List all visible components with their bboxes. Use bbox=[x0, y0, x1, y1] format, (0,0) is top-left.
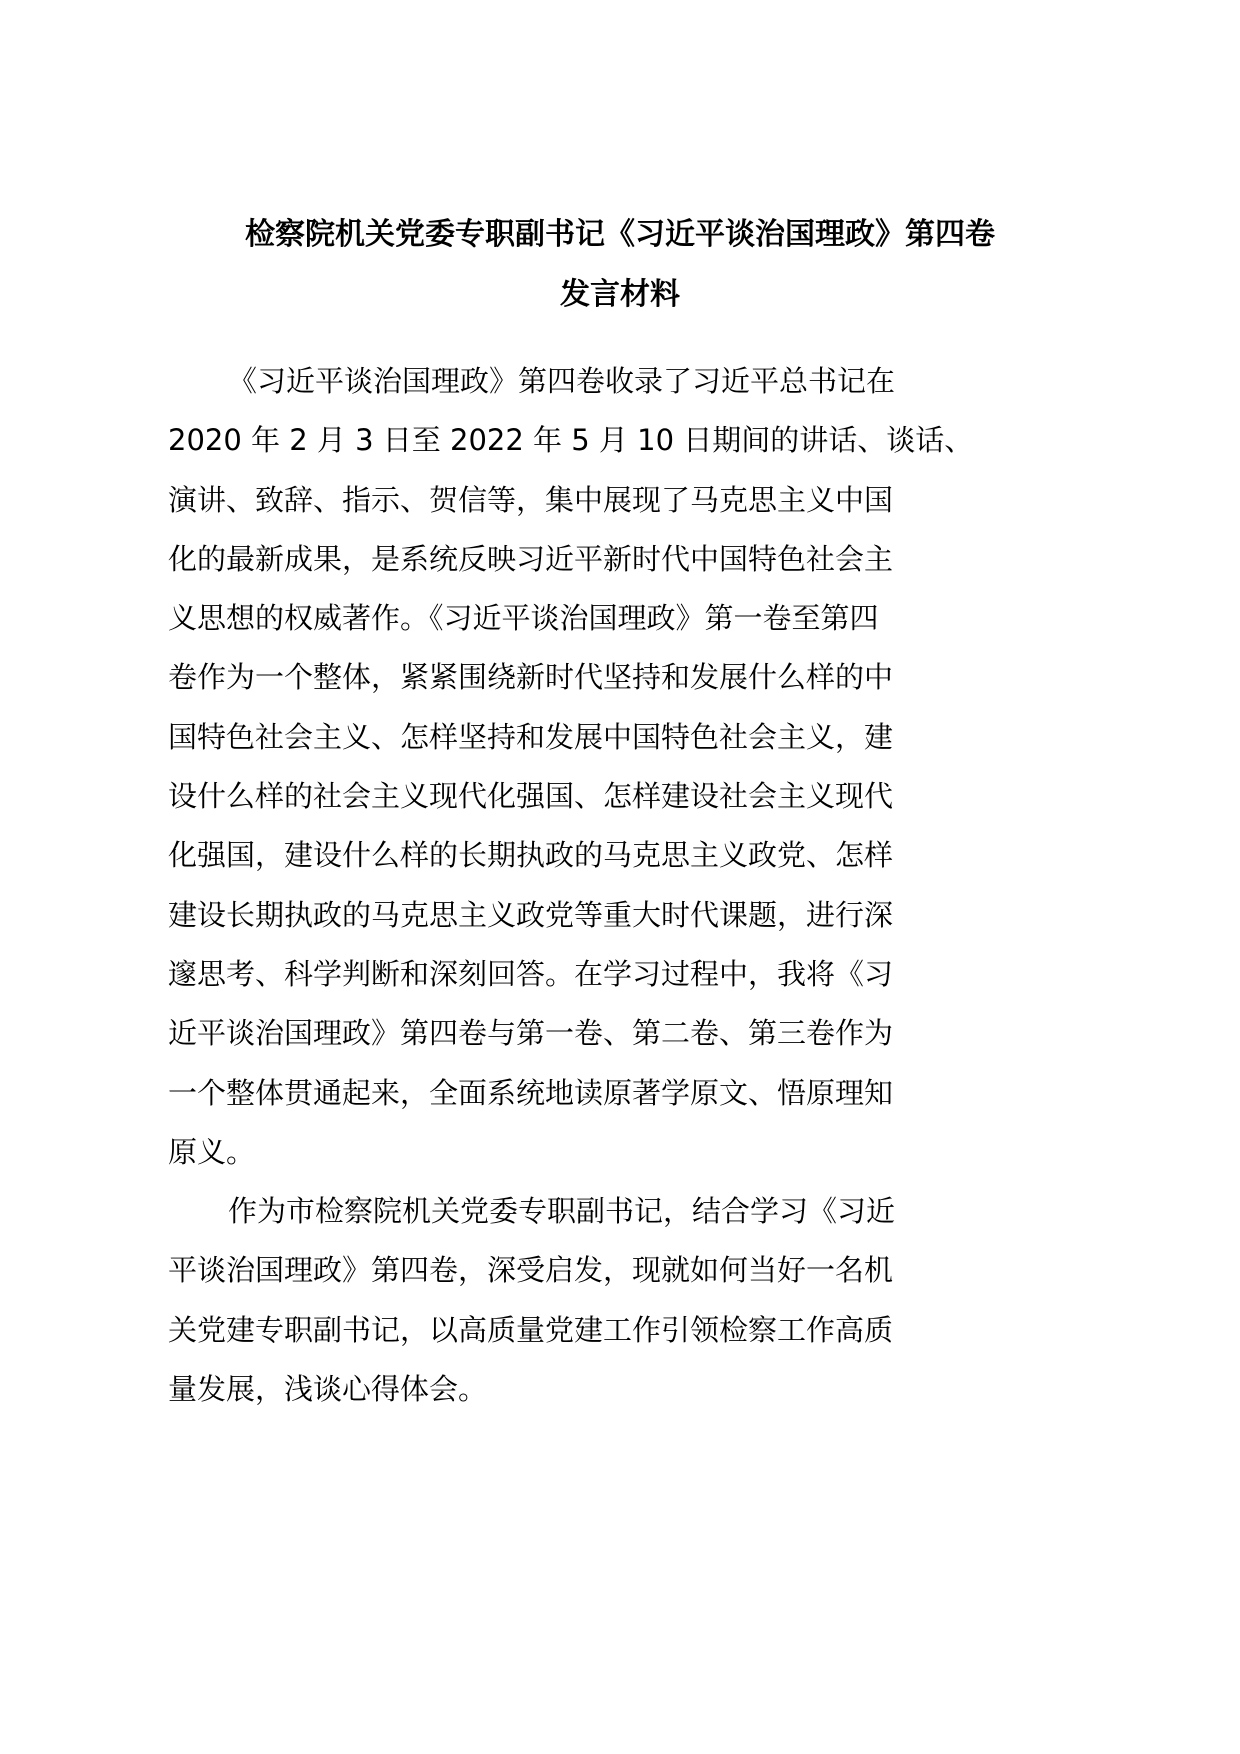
title-line: 发言材料 bbox=[560, 277, 680, 312]
text-line: 化强国，建设什么样的长期执政的马克思主义政党、怎样 bbox=[168, 838, 894, 873]
text-line: 邃思考、科学判断和深刻回答。在学习过程中，我将《习 bbox=[168, 956, 894, 991]
text-line: 原义。 bbox=[168, 1134, 256, 1169]
text-line: 建设长期执政的马克思主义政党等重大时代课题，进行深 bbox=[168, 897, 894, 932]
text-line: 卷作为一个整体，紧紧围绕新时代坚持和发展什么样的中 bbox=[168, 660, 894, 695]
text-line: 义思想的权威著作。《习近平谈治国理政》第一卷至第四 bbox=[168, 601, 879, 636]
text-line: 国特色社会主义、怎样坚持和发展中国特色社会主义，建 bbox=[168, 719, 894, 754]
text-line: 近平谈治国理政》第四卷与第一卷、第二卷、第三卷作为 bbox=[168, 1016, 894, 1051]
text-line: 《习近平谈治国理政》第四卷收录了习近平总书记在 bbox=[228, 364, 896, 398]
title-line: 检察院机关党委专职副书记《习近平谈治国理政》第四卷 bbox=[245, 217, 995, 252]
text-line: 关党建专职副书记，以高质量党建工作引领检察工作高质 bbox=[168, 1312, 894, 1347]
document-title bbox=[150, 205, 1090, 325]
text-line: 一个整体贯通起来，全面系统地读原著学原文、悟原理知 bbox=[168, 1075, 894, 1110]
text-line: 2020 年 2 月 3 日至 2022 年 5 月 10 日期间的讲话、谈话、 bbox=[168, 423, 974, 458]
paragraph bbox=[168, 352, 974, 1182]
document-body bbox=[168, 352, 974, 1419]
paragraph bbox=[168, 1182, 958, 1419]
text-line: 设什么样的社会主义现代化强国、怎样建设社会主义现代 bbox=[168, 779, 894, 814]
text-line: 化的最新成果，是系统反映习近平新时代中国特色社会主 bbox=[168, 541, 894, 576]
text-line: 演讲、致辞、指示、贺信等，集中展现了马克思主义中国 bbox=[168, 482, 894, 517]
text-line: 平谈治国理政》第四卷，深受启发，现就如何当好一名机 bbox=[168, 1253, 894, 1288]
text-line: 量发展，浅谈心得体会。 bbox=[168, 1372, 488, 1407]
text-line: 作为市检察院机关党委专职副书记，结合学习《习近 bbox=[228, 1194, 896, 1229]
